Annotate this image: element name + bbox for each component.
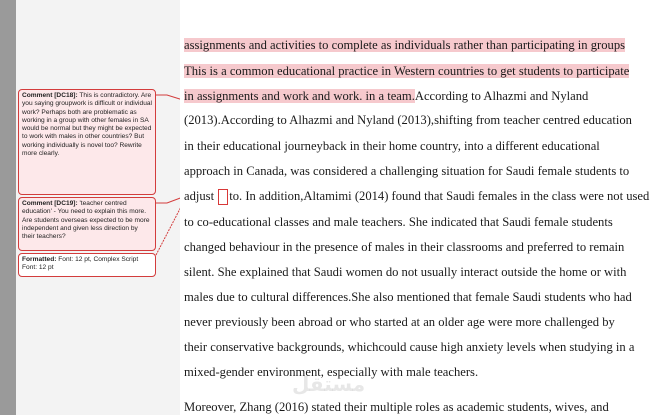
comment-dc18[interactable] xyxy=(18,89,156,195)
doc-line-5: in their educational journeyback in their home country, into a different educational xyxy=(184,139,600,153)
left-gray-strip xyxy=(0,0,16,415)
doc-line-6: approach in Canada, was considered a challenging situation for Saudi female students to xyxy=(184,164,630,178)
doc-line-2: This is a common educational practice in Western countries to get students to participate xyxy=(184,64,630,78)
doc-line-1: assignments and activities to complete as individuals rather than participating in groups xyxy=(184,38,626,52)
doc-line-13: their conservative backgrounds, whichcould cause high anxiety levels when studying in a xyxy=(184,340,635,354)
doc-line-11: males due to cultural differences.She also mentioned that female Saudi students who had xyxy=(184,290,632,304)
document-page[interactable] xyxy=(180,0,661,415)
comment-dc19-id: Comment [DC19]: xyxy=(22,200,78,207)
comment-dc19[interactable] xyxy=(18,197,156,251)
formatted-note-id: Formatted: xyxy=(22,256,57,263)
insertion-cursor xyxy=(218,189,228,205)
doc-line-9: changed behaviour in the presence of males in their classrooms and preferred to remain xyxy=(184,240,625,254)
doc-line-10: silent. She explained that Saudi women do not usually interact outside the home or with xyxy=(184,265,627,279)
doc-line-7: adjust to. In addition,Altamimi (2014) found that Saudi females in the class were not used xyxy=(184,185,649,207)
doc-line-12: never previously been abroad or who started at an older age were more challenged by xyxy=(184,315,615,329)
doc-line-8: to co-educational classes and male teachers. She indicated that Saudi female students xyxy=(184,215,613,229)
formatted-note-text: Font: 12 pt, Complex Script Font: 12 pt xyxy=(22,256,139,272)
watermark-logo: مستقل xyxy=(292,372,366,396)
doc-line-3: in assignments and work and work. in a team.According to Alhazmi and Nyland xyxy=(184,89,589,103)
comment-dc19-text: 'teacher centred education' - You need to explain this more. Are students overseas expected to be more independent and given less direction by their teachers? xyxy=(22,200,150,241)
doc-line-16: Moreover, Zhang (2016) stated their multiple roles as academic students, wives, and xyxy=(184,400,609,414)
formatted-note[interactable] xyxy=(18,253,156,277)
comment-dc18-id: Comment [DC18]: xyxy=(22,92,78,99)
doc-line-4: (2013).According to Alhazmi and Nyland (2013),shifting from teacher centred education xyxy=(184,113,632,127)
doc-line-14: mixed-gender environment, especially with male teachers. xyxy=(184,365,479,379)
comment-dc18-text: This is contradictory. Are you saying groupwork is difficult or individual work? Perhaps both are problematic as working in a group with other females in SA would be normal but they might be expected to work with males in other countries? But working individually is novel too? Rewrite more clearly. xyxy=(22,92,152,158)
